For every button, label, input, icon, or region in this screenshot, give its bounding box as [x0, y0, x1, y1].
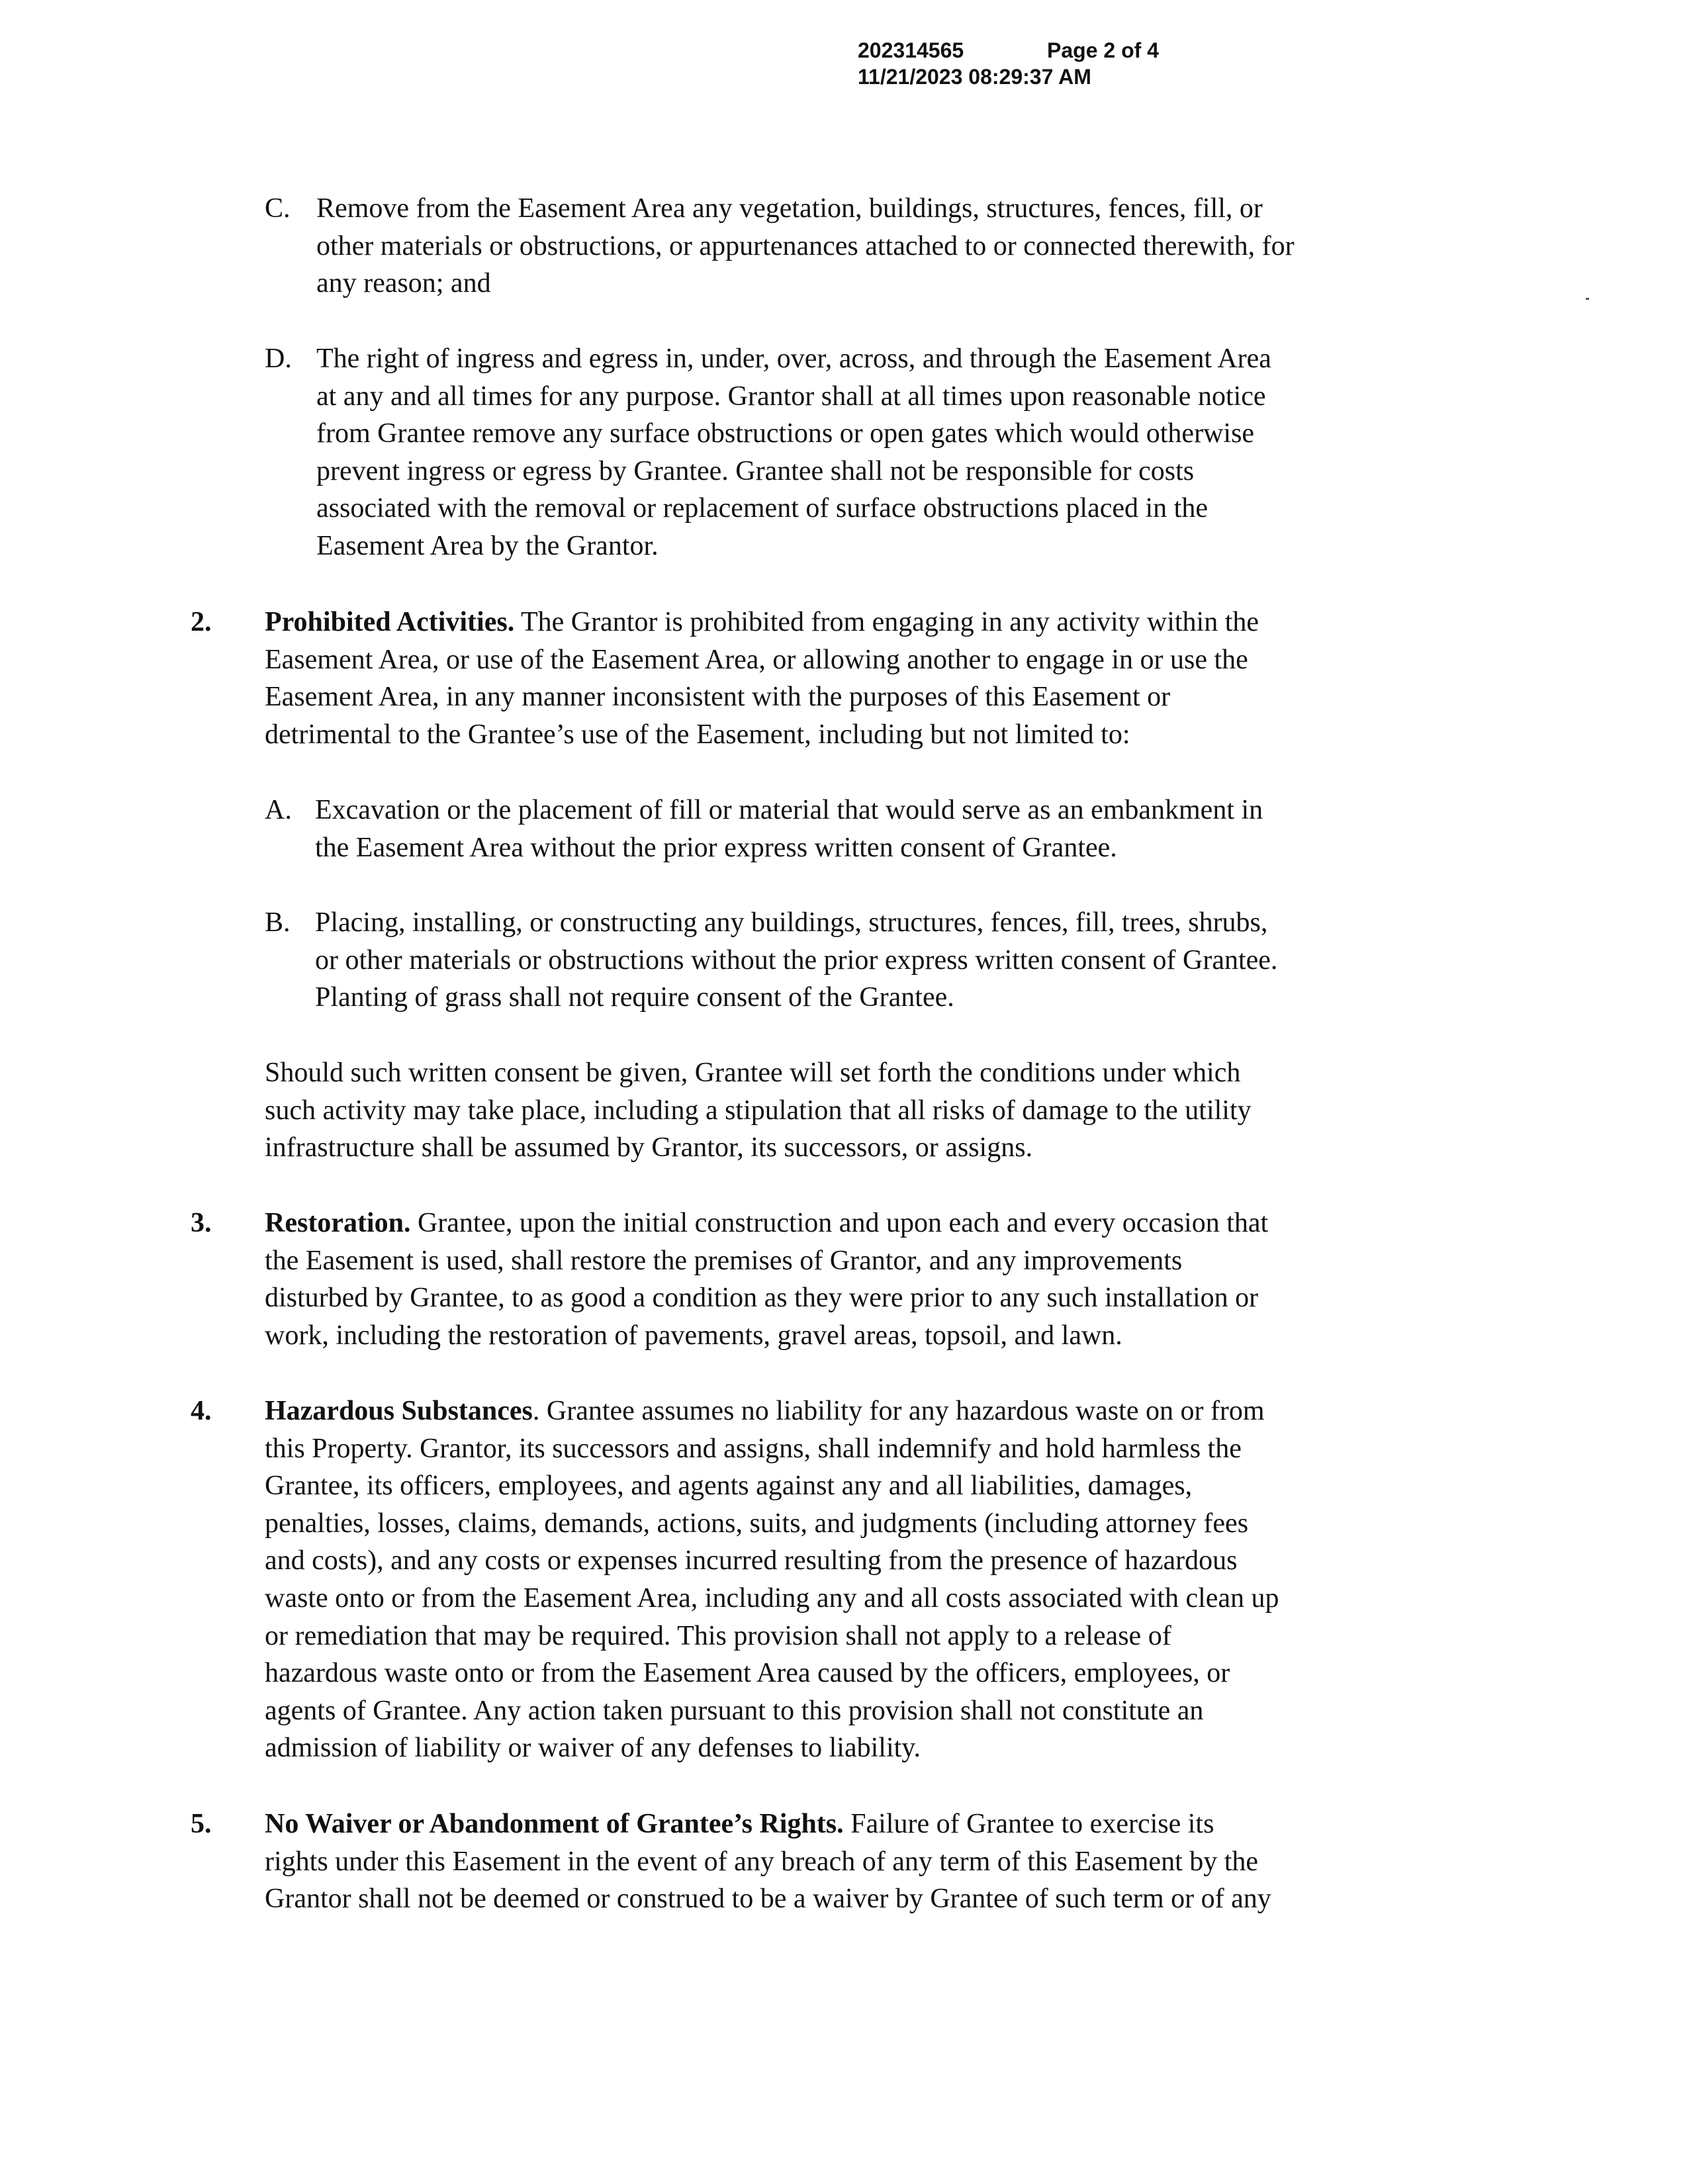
text-line: and costs), and any costs or expenses incurred resulting from the presence of hazardous [265, 1545, 1238, 1576]
recording-timestamp: 11/21/2023 08:29:37 AM [858, 65, 1091, 89]
item-b-text [315, 904, 1277, 1017]
text-line: The right of ingress and egress in, under, over, across, and through the Easement Area [316, 343, 1271, 374]
section-5-text [265, 1805, 1271, 1918]
text-line: any reason; and [316, 268, 491, 299]
text-line: from Grantee remove any surface obstructions or open gates which would otherwise [316, 418, 1255, 449]
text-line: admission of liability or waiver of any defenses to liability. [265, 1733, 921, 1764]
item-a-text [315, 792, 1263, 866]
section-5-heading: No Waiver or Abandonment of Grantee’s Rights. [265, 1809, 844, 1839]
item-d-letter: D. [265, 343, 292, 374]
text-line: waste onto or from the Easement Area, including any and all costs associated with clean up [265, 1582, 1279, 1614]
item-c-letter: C. [265, 193, 291, 224]
text-line: agents of Grantee. Any action taken pursuant to this provision shall not constitute an [265, 1695, 1204, 1726]
text-line: or other materials or obstructions without the prior express written consent of Grantee. [315, 944, 1278, 976]
text-line: or remediation that may be required. This provision shall not apply to a release of [265, 1620, 1171, 1651]
scan-speck [1586, 298, 1589, 300]
text-line: infrastructure shall be assumed by Grantor, its successors, or assigns. [265, 1132, 1033, 1163]
text-run: The Grantor is prohibited from engaging in any activity within the [514, 607, 1259, 637]
text-line: prevent ingress or egress by Grantee. Grantee shall not be responsible for costs [316, 455, 1195, 486]
section-2-heading: Prohibited Activities. [265, 607, 515, 637]
text-line: Grantee, its officers, employees, and agents against any and all liabilities, damages, [265, 1471, 1193, 1502]
text-line: hazardous waste onto or from the Easement Area caused by the officers, employees, or [265, 1658, 1230, 1689]
text-line [265, 1205, 1268, 1242]
text-line: at any and all times for any purpose. Grantor shall at all times upon reasonable notice [316, 381, 1266, 412]
section-5-number: 5. [191, 1809, 212, 1839]
text-line: Should such written consent be given, Grantee will set forth the conditions under which [265, 1058, 1241, 1088]
text-line: other materials or obstructions, or appurtenances attached to or connected therewith, for [316, 230, 1295, 261]
text-line: penalties, losses, claims, demands, actions, suits, and judgments (including attorney fees [265, 1508, 1249, 1539]
section-3-heading: Restoration. [265, 1208, 411, 1238]
text-line: detrimental to the Grantee’s use of the Easement, including but not limited to: [265, 719, 1130, 750]
text-line: the Easement Area without the prior express written consent of Grantee. [315, 832, 1117, 863]
text-line: Planting of grass shall not require consent of the Grantee. [315, 982, 954, 1013]
text-line: Grantor shall not be deemed or construed to be a waiver by Grantee of such term or of any [265, 1884, 1271, 1915]
text-line: disturbed by Grantee, to as good a condition as they were prior to any such installation or [265, 1283, 1259, 1314]
item-d-text [316, 340, 1271, 565]
section-4-text [265, 1392, 1279, 1767]
item-a-letter: A. [265, 795, 292, 825]
page-label: Page 2 of 4 [1047, 38, 1159, 62]
section-4-number: 4. [191, 1396, 212, 1426]
text-line: this Property. Grantor, its successors and assigns, shall indemnify and hold harmless the [265, 1433, 1242, 1464]
item-c-text [316, 190, 1295, 302]
text-line: Easement Area, in any manner inconsistent with the purposes of this Easement or [265, 682, 1171, 713]
text-line: Placing, installing, or constructing any buildings, structures, fences, fill, trees, shrubs, [315, 907, 1268, 938]
section-4-heading: Hazardous Substances [265, 1396, 533, 1426]
text-run: Grantee, upon the initial construction and upon each and every occasion that [410, 1208, 1269, 1238]
text-line: the Easement is used, shall restore the premises of Grantor, and any improvements [265, 1245, 1183, 1276]
text-line [265, 604, 1259, 641]
recording-stamp-line-1 [858, 37, 1159, 64]
recording-stamp [858, 37, 1159, 90]
section-2-number: 2. [191, 607, 212, 637]
text-line: work, including the restoration of pavements, gravel areas, topsoil, and lawn. [265, 1320, 1122, 1351]
text-line: rights under this Easement in the event of any breach of any term of this Easement by the [265, 1846, 1259, 1877]
text-line: Easement Area by the Grantor. [316, 530, 659, 561]
section-3-text [265, 1205, 1268, 1354]
text-line [265, 1392, 1279, 1430]
text-line: associated with the removal or replacement of surface obstructions placed in the [316, 493, 1208, 524]
section-3-number: 3. [191, 1208, 212, 1238]
text-line: Excavation or the placement of fill or material that would serve as an embankment in [315, 795, 1263, 825]
section-2-closing-text [265, 1054, 1252, 1167]
text-run: Failure of Grantee to exercise its [843, 1809, 1214, 1839]
text-run: . Grantee assumes no liability for any hazardous waste on or from [532, 1396, 1265, 1426]
section-2-text [265, 604, 1259, 753]
item-b-letter: B. [265, 907, 291, 938]
text-line: Remove from the Easement Area any vegetation, buildings, structures, fences, fill, or [316, 193, 1263, 224]
text-line: such activity may take place, including a stipulation that all risks of damage to the utility [265, 1095, 1252, 1126]
text-line: Easement Area, or use of the Easement Area, or allowing another to engage in or use the [265, 644, 1248, 675]
text-line [265, 1805, 1271, 1843]
document-number: 202314565 [858, 38, 964, 62]
